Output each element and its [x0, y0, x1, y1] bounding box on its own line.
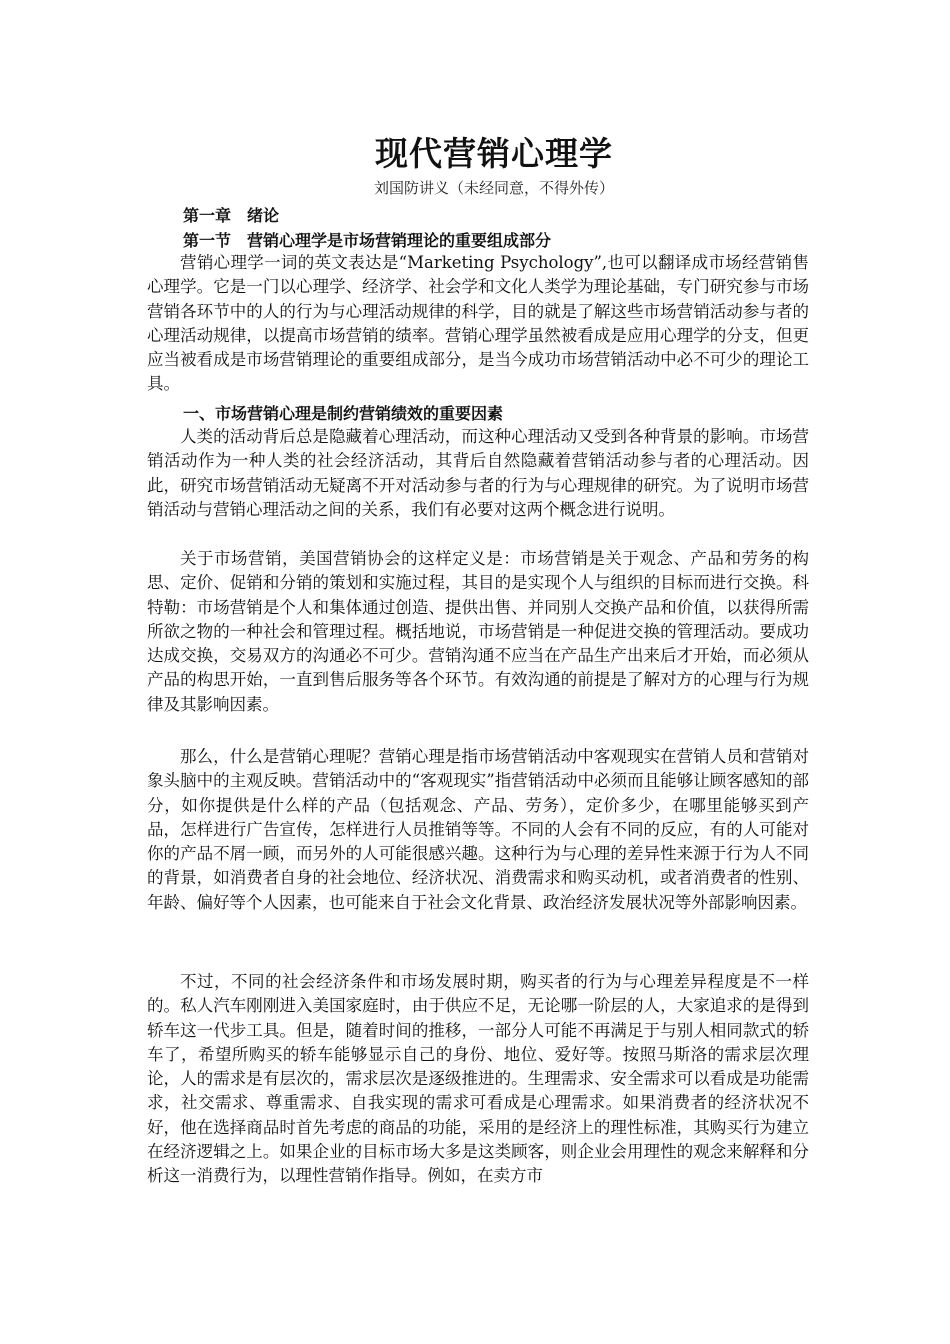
section-heading: 第一节 营销心理学是市场营销理论的重要组成部分 [183, 231, 552, 250]
paragraph: 营销心理学一词的英文表达是“Marketing Psychology”,也可以翻译成市场经营销售心理学。它是一门以心理学、经济学、社会学和文化人类学为理论基础，专门研究参与市场营销各环节中的人的行为与心理活动规律的科学，目的就是了解这些市场营销活动参与者的心理活动规律，以提高市场营销的绩率。营销心理学虽然被看成是应用心理学的分支，但更应当被看成是市场营销理论的重要组成部分，是当今成功市场营销活动中必不可少的理论工具。 [147, 253, 809, 394]
subsection-heading: 一、市场营销心理是制约营销绩效的重要因素 [183, 404, 504, 423]
paragraph: 不过，不同的社会经济条件和市场发展时期，购买者的行为与心理差异程度是不一样的。私人汽车刚刚进入美国家庭时，由于供应不足，无论哪一阶层的人，大家追求的是得到轿车这一代步工具。但是，随着时间的推移，一部分人可能不再满足于与别人相同款式的轿车了，希望所购买的轿车能够显示自己的身份、地位、爱好等。按照马斯洛的需求层次理论，人的需求是有层次的，需求层次是逐级推进的。生理需求、安全需求可以看成是功能需求，社交需求、尊重需求、自我实现的需求可看成是心理需求。如果消费者的经济状况不好，他在选择商品时首先考虑的商品的功能，采用的是经济上的理性标准，其购买行为建立在经济逻辑之上。如果企业的目标市场大多是这类顾客，则企业会用理性的观念来解释和分析这一消费行为，以理性营销作指导。例如，在卖方市 [147, 972, 809, 1186]
paragraph: 关于市场营销，美国营销协会的这样定义是：市场营销是关于观念、产品和劳务的构思、定价、促销和分销的策划和实施过程，其目的是实现个人与组织的目标而进行交换。科特勒：市场营销是个人和集体通过创造、提供出售、并同别人交换产品和价值，以获得所需所欲之物的一种社会和管理过程。概括地说，市场营销是一种促进交换的管理活动。要成功达成交换，交易双方的沟通必不可少。营销沟通不应当在产品生产出来后才开始，而必须从产品的构思开始，一直到售后服务等各个环节。有效沟通的前提是了解对方的心理与行为规律及其影响因素。 [147, 549, 809, 714]
document-title: 现代营销心理学 [375, 134, 613, 173]
document-subtitle: 刘国防讲义（未经同意，不得外传） [373, 179, 614, 197]
paragraph: 人类的活动背后总是隐藏着心理活动，而这种心理活动又受到各种背景的影响。市场营销活动作为一种人类的社会经济活动，其背后自然隐藏着营销活动参与者的心理活动。因此，研究市场营销活动无疑离不开对活动参与者的行为与心理规律的研究。为了说明市场营销活动与营销心理活动之间的关系，我们有必要对这两个概念进行说明。 [147, 427, 809, 519]
chapter-heading: 第一章 绪论 [183, 206, 280, 225]
paragraph: 那么，什么是营销心理呢？营销心理是指市场营销活动中客观现实在营销人员和营销对象头脑中的主观反映。营销活动中的“客观现实”指营销活动中必须而且能够让顾客感知的部分，如你提供是什么样的产品（包括观念、产品、劳务），定价多少，在哪里能够买到产品，怎样进行广告宣传，怎样进行人员推销等等。不同的人会有不同的反应，有的人可能对你的产品不屑一顾，而另外的人可能很感兴趣。这种行为与心理的差异性来源于行为人不同的背景，如消费者自身的社会地位、经济状况、消费需求和购买动机，或者消费者的性别、年龄、偏好等个人因素，也可能来自于社会文化背景、政治经济发展状况等外部影响因素。 [147, 747, 809, 912]
